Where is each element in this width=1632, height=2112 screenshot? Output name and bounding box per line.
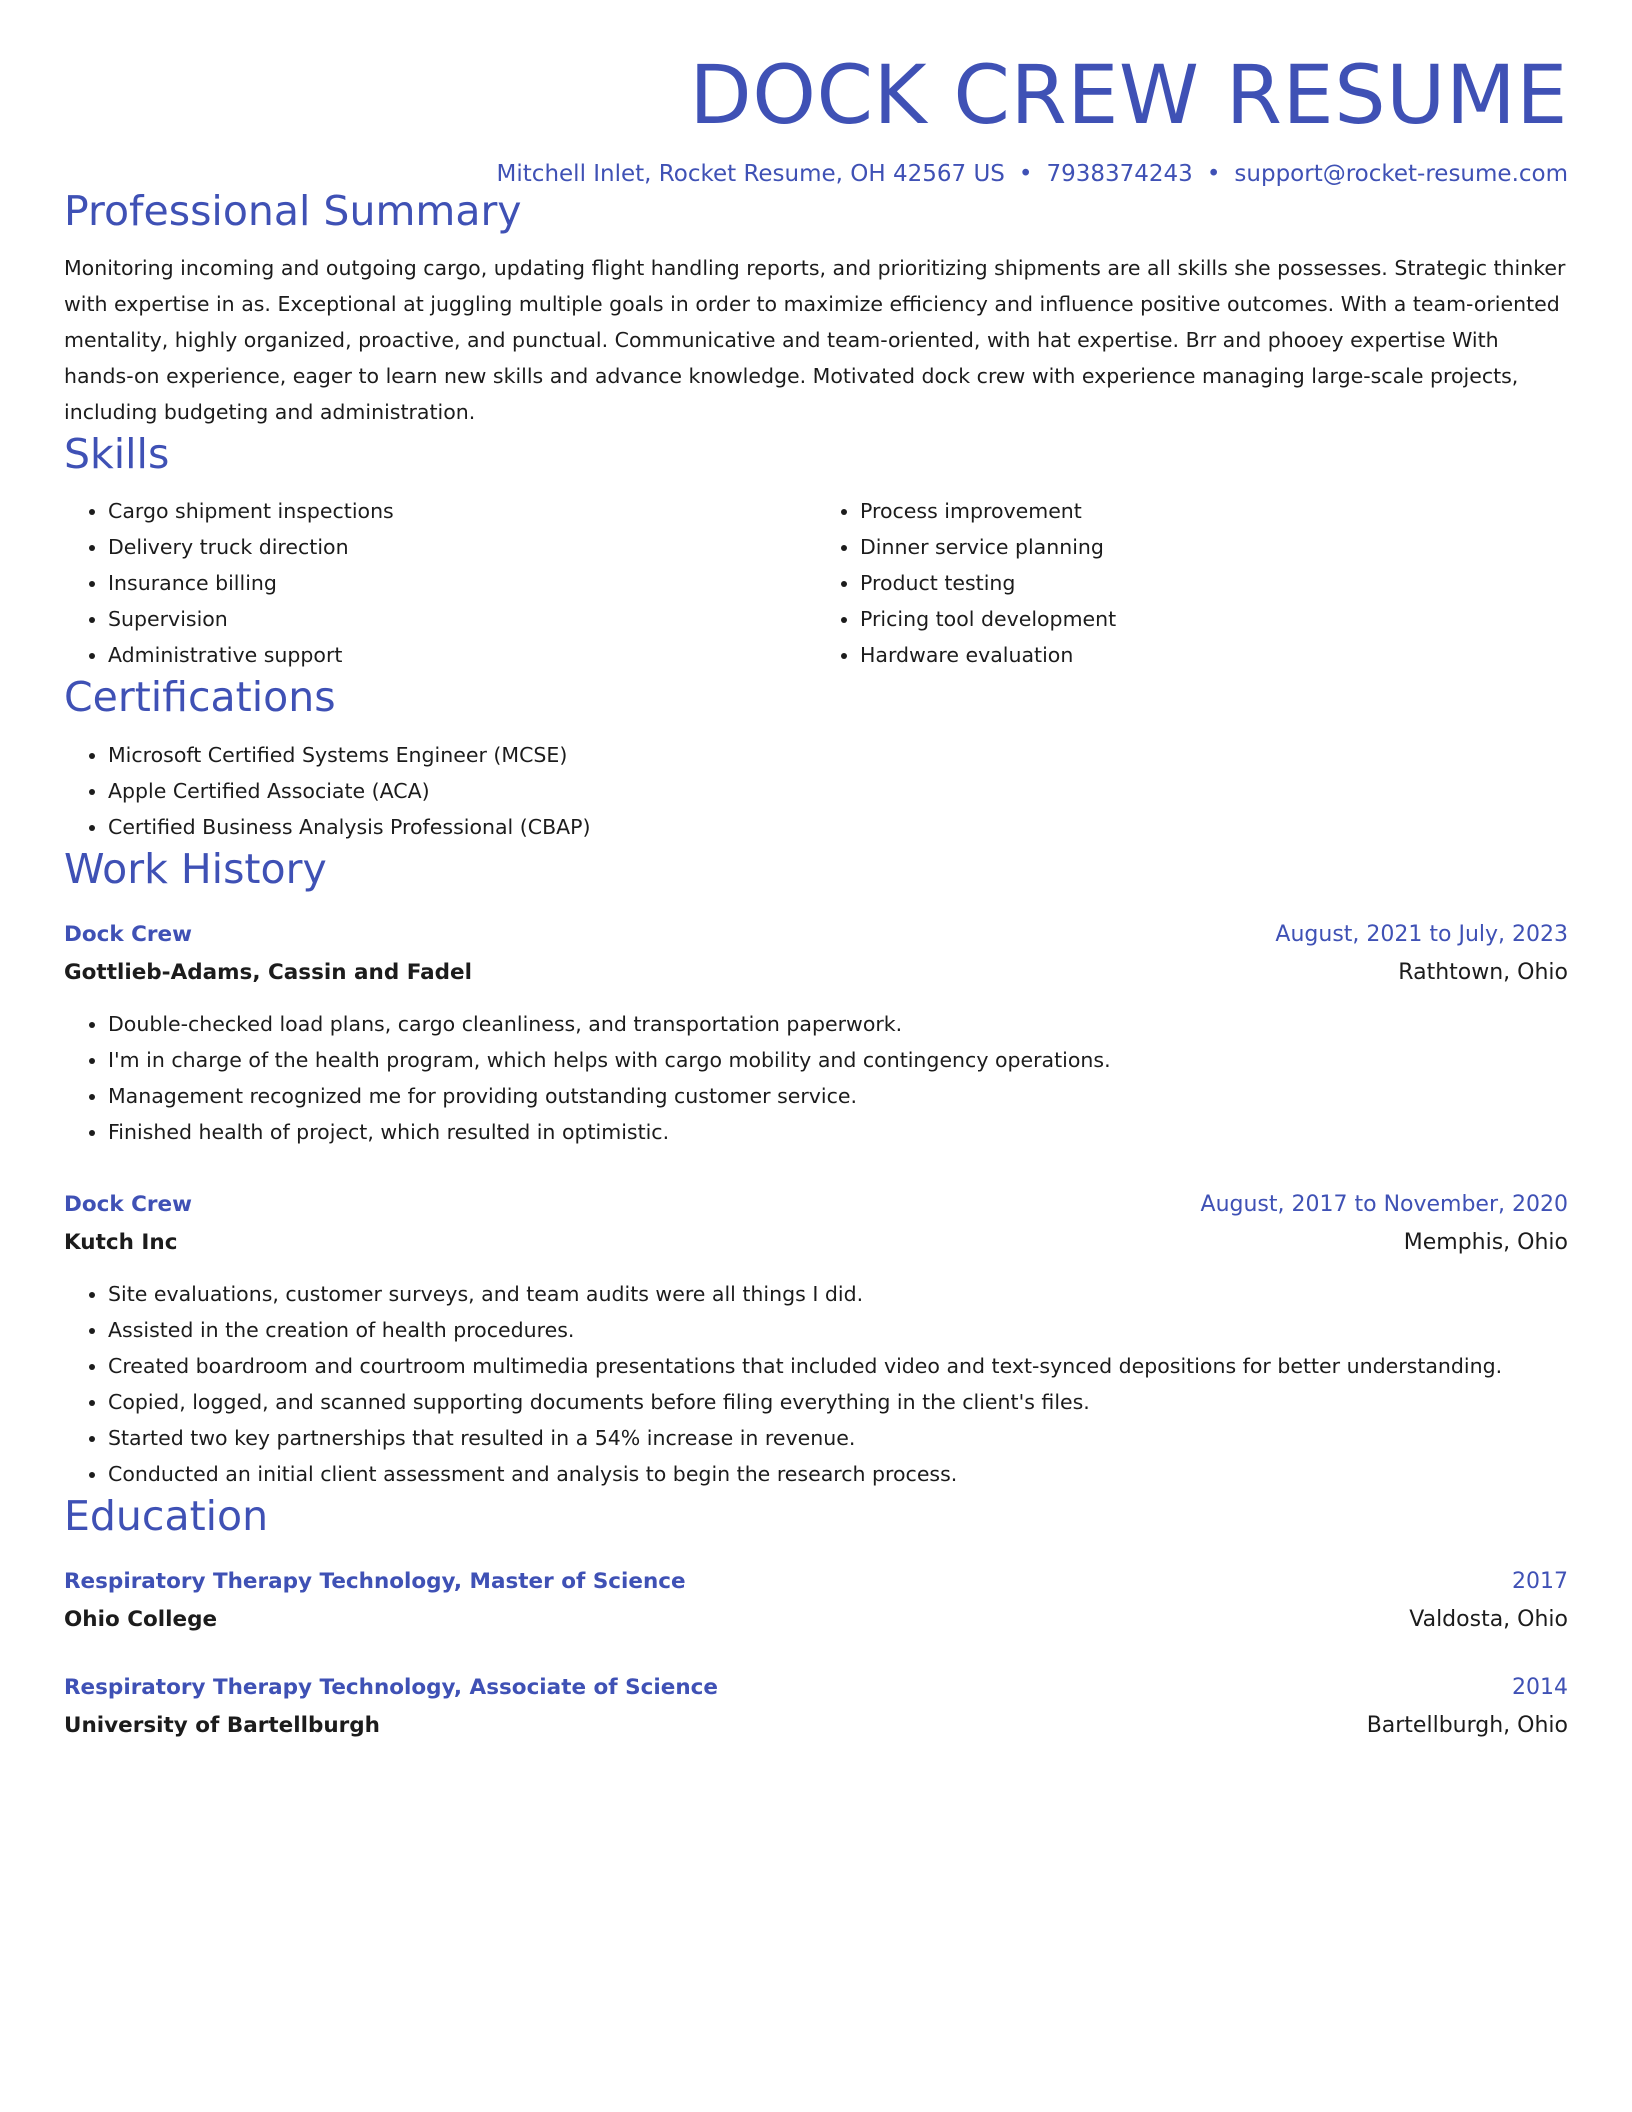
- certifications-heading: Certifications: [64, 673, 336, 722]
- certification-item: • Apple Certified Associate (ACA): [108, 773, 1568, 809]
- education-school-row: [64, 1601, 1568, 1639]
- job-title: Dock Crew: [64, 1191, 192, 1217]
- contact-email: support@rocket-resume.com: [1234, 161, 1568, 188]
- job-location: Memphis, Ohio: [1403, 1229, 1568, 1255]
- job-bullet: • Management recognized me for providing outstanding customer service.: [108, 1078, 1568, 1114]
- education-heading: Education: [64, 1491, 269, 1540]
- job-bullets: [64, 1006, 1568, 1150]
- skill-item: • Product testing: [860, 565, 1568, 601]
- contact-separator: •: [1206, 161, 1221, 188]
- job-bullet: • Created boardroom and courtroom multimedia presentations that included video and text-synced depositions for better understanding.: [108, 1348, 1568, 1384]
- skills-heading: Skills: [64, 430, 170, 479]
- job-company: Kutch Inc: [64, 1229, 178, 1255]
- job-bullet: • Started two key partnerships that resulted in a 54% increase in revenue.: [108, 1420, 1568, 1456]
- education-header-row: [64, 1563, 1568, 1601]
- skills-list: [64, 493, 1568, 673]
- education-location: Bartellburgh, Ohio: [1366, 1713, 1568, 1739]
- education-entry: [64, 1669, 1568, 1745]
- job-bullets: [64, 1276, 1568, 1492]
- job-title: Dock Crew: [64, 921, 192, 947]
- job-bullet: • I'm in charge of the health program, which helps with cargo mobility and contingency operations.: [108, 1042, 1568, 1078]
- education-year: 2017: [1512, 1569, 1568, 1595]
- job-entry: [64, 1186, 1568, 1492]
- job-bullet: • Assisted in the creation of health procedures.: [108, 1312, 1568, 1348]
- certification-item: • Certified Business Analysis Professional (CBAP): [108, 809, 1568, 845]
- job-bullet: • Double-checked load plans, cargo cleanliness, and transportation paperwork.: [108, 1006, 1568, 1042]
- contact-separator: •: [1018, 161, 1033, 188]
- job-dates: August, 2017 to November, 2020: [1200, 1191, 1568, 1217]
- summary-heading: Professional Summary: [64, 187, 522, 236]
- contact-line: [64, 161, 1568, 187]
- job-location: Rathtown, Ohio: [1398, 959, 1568, 985]
- education-school: Ohio College: [64, 1607, 218, 1633]
- skill-item: • Hardware evaluation: [860, 637, 1568, 673]
- certifications-list: [64, 737, 1568, 845]
- skills-column-right: [816, 493, 1568, 673]
- job-bullet: • Finished health of project, which resulted in optimistic.: [108, 1114, 1568, 1150]
- skill-item: • Pricing tool development: [860, 601, 1568, 637]
- job-entry: [64, 916, 1568, 1150]
- skill-item: • Cargo shipment inspections: [108, 493, 816, 529]
- education-entry: [64, 1563, 1568, 1639]
- job-bullet: • Site evaluations, customer surveys, and team audits were all things I did.: [108, 1276, 1568, 1312]
- education-degree: Respiratory Therapy Technology, Master of Science: [64, 1569, 686, 1595]
- contact-address: Mitchell Inlet, Rocket Resume, OH 42567 US: [496, 161, 1005, 188]
- education-year: 2014: [1512, 1675, 1568, 1701]
- education-degree: Respiratory Therapy Technology, Associate of Science: [64, 1675, 718, 1701]
- job-company-row: [64, 954, 1568, 992]
- job-header-row: [64, 916, 1568, 954]
- certification-item: • Microsoft Certified Systems Engineer (MCSE): [108, 737, 1568, 773]
- summary-text: Monitoring incoming and outgoing cargo, updating flight handling reports, and prioritizing shipments are all skills she possesses. Strategic thinker with expertise in as. Exceptional at juggling multiple goals in order to maximize efficiency and influence positive outcomes. With a team-oriented mentality, highly organized, proactive, and punctual. Communicative and team-oriented, with hat expertise. Brr and phooey expertise With hands-on experience, eager to learn new skills and advance knowledge. Motivated dock crew with experience managing large-scale projects, including budgeting and administration.: [64, 256, 1566, 425]
- resume-title: DOCK CREW RESUME: [689, 49, 1568, 143]
- skills-column-left: [64, 493, 816, 673]
- contact-phone: 7938374243: [1046, 161, 1193, 188]
- skill-item: • Insurance billing: [108, 565, 816, 601]
- job-header-row: [64, 1186, 1568, 1224]
- education-school: University of Bartellburgh: [64, 1713, 380, 1739]
- skill-item: • Administrative support: [108, 637, 816, 673]
- job-company: Gottlieb-Adams, Cassin and Fadel: [64, 959, 473, 985]
- education-location: Valdosta, Ohio: [1409, 1607, 1568, 1633]
- skill-item: • Supervision: [108, 601, 816, 637]
- job-bullet: • Copied, logged, and scanned supporting documents before filing everything in the client's files.: [108, 1384, 1568, 1420]
- skill-item: • Delivery truck direction: [108, 529, 816, 565]
- skill-item: • Dinner service planning: [860, 529, 1568, 565]
- job-bullet: • Conducted an initial client assessment and analysis to begin the research process.: [108, 1456, 1568, 1492]
- job-dates: August, 2021 to July, 2023: [1275, 921, 1568, 947]
- job-company-row: [64, 1224, 1568, 1262]
- education-header-row: [64, 1669, 1568, 1707]
- work-history-heading: Work History: [64, 844, 327, 893]
- skill-item: • Process improvement: [860, 493, 1568, 529]
- education-school-row: [64, 1707, 1568, 1745]
